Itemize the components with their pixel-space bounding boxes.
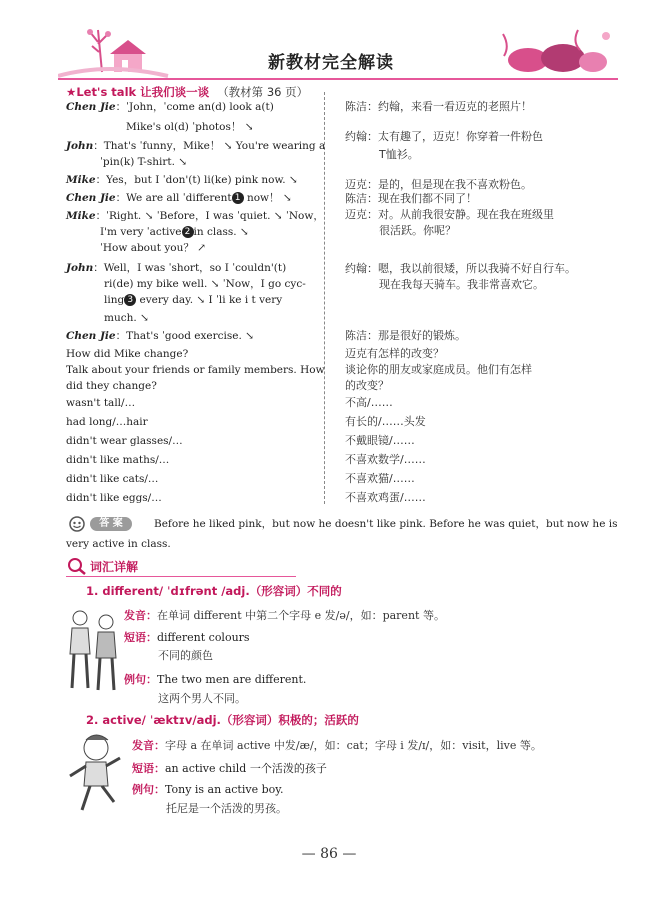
page-title: 新教材完全解读 — [268, 53, 394, 73]
translation-line: 约翰：太有趣了，迈克！你穿着一件粉色 — [345, 130, 543, 143]
answer-text: Before he liked pink，but now he doesn't like pink. Before he was quiet，but now he is — [154, 518, 618, 530]
header-rule — [58, 78, 618, 80]
two-men-illustration — [62, 604, 124, 694]
w2-example: 例句：Tony is an active boy. — [132, 783, 284, 796]
question-line: How did Mike change? — [66, 348, 189, 360]
answer-icon — [66, 516, 88, 532]
answer-label: 答 案 — [90, 517, 132, 531]
translation-line: 迈克有怎样的改变？ — [345, 347, 444, 360]
note-marker: 2 — [182, 226, 194, 238]
prompt-line: didn't like cats/… — [66, 473, 159, 485]
question-line: did they change? — [66, 380, 157, 392]
dialogue-line: ˈHow about you？ ↗ — [100, 242, 206, 254]
w2-example-zh: 托尼是一个活泼的男孩。 — [166, 802, 287, 815]
translation-line: 迈克：是的，但是现在我不喜欢粉色。 — [345, 178, 532, 191]
translation-line: 不喜欢猫/…… — [345, 472, 415, 485]
vocab-word-different: 1. different/ ˈdɪfrənt /adj.（形容词）不同的 — [86, 584, 342, 598]
translation-line: 的改变？ — [345, 379, 389, 392]
translation-line: 现在我每天骑车。我非常喜欢它。 — [379, 278, 544, 291]
translation-line: 不戴眼镜/…… — [345, 434, 415, 447]
translation-line: 迈克：对。从前我很安静。现在我在班级里 — [345, 208, 554, 221]
translation-line: 有长的/……头发 — [345, 415, 426, 428]
dialogue-line: Mike：Yes，but I ˈdon'(t) li(ke) pink now. ↘ — [66, 174, 298, 186]
w1-example-zh: 这两个男人不同。 — [158, 692, 246, 705]
dialogue-line: Chen Jie：We are all ˈdifferent 1 now！ ↘ — [66, 192, 292, 204]
dialogue-line: I'm very ˈactive 2 in class. ↘ — [100, 226, 249, 238]
vocab-word-active: 2. active/ ˈæktɪv/adj.（形容词）积极的；活跃的 — [86, 713, 359, 727]
w2-phrase: 短语：an active child 一个活泼的孩子 — [132, 762, 327, 775]
note-marker: 1 — [232, 192, 244, 204]
prompt-line: had long/…hair — [66, 416, 148, 428]
answer-text-cont: very active in class. — [66, 538, 171, 550]
dialogue-line: Chen Jie：ˈJohn，ˈcome an(d) look a(t) — [66, 101, 274, 113]
w1-pron: 发音：在单词 different 中第二个字母 e 发/ə/，如：parent 等。 — [124, 609, 445, 622]
translation-line: 谈论你的朋友或家庭成员。他们有怎样 — [345, 363, 532, 376]
active-boy-illustration — [62, 730, 128, 816]
dialogue-line: ri(de) my bike well. ↘ ˈNow，I go cyc- — [104, 278, 306, 290]
translation-line: 陈洁：现在我们都不同了！ — [345, 192, 477, 205]
w1-phrase-zh: 不同的颜色 — [158, 649, 213, 662]
w1-phrase: 短语：different colours — [124, 631, 250, 644]
section-heading — [66, 84, 308, 100]
page-number: — 86 — — [301, 846, 357, 862]
answer-badge — [66, 516, 136, 532]
dialogue-line: Mike's ol(d) ˈphotos！ ↘ — [126, 121, 254, 133]
section-title: Let's talk 让我们谈一谈 — [76, 85, 210, 99]
translation-line: 陈洁：那是很好的锻炼。 — [345, 329, 466, 342]
dialogue-line: John：That's ˈfunny，Mike！ ↘ You're wearing a — [66, 140, 326, 152]
prompt-line: didn't like eggs/… — [66, 492, 162, 504]
page-header — [58, 22, 618, 80]
question-line: Talk about your friends or family members. How — [66, 364, 325, 376]
dialogue-line: John：Well，I was ˈshort，so I ˈcouldn'(t) — [66, 262, 287, 274]
prompt-line: didn't wear glasses/… — [66, 435, 183, 447]
section-ref: （教材第 36 页） — [217, 85, 309, 99]
translation-line: 很活跃。你呢？ — [379, 224, 456, 237]
star-icon: ★ — [66, 85, 77, 99]
note-marker: 3 — [124, 294, 136, 306]
translation-line: 不喜欢数学/…… — [345, 453, 426, 466]
prompt-line: wasn't tall/… — [66, 397, 136, 409]
vocab-heading: 词汇详解 — [90, 560, 139, 574]
translation-line: 陈洁：约翰，来看一看迈克的老照片！ — [345, 100, 532, 113]
dialogue-line: ling 3 every day. ↘ I ˈli ke i t very — [104, 294, 283, 306]
column-divider — [324, 92, 325, 504]
w2-pron: 发音：字母 a 在单词 active 中发/æ/，如：cat；字母 i 发/ɪ/，如：visit，live 等。 — [132, 739, 542, 752]
translation-line: 约翰：嗯，我以前很矮，所以我骑不好自行车。 — [345, 262, 576, 275]
dialogue-line: ˈpin(k) T-shirt. ↘ — [100, 156, 188, 168]
dialogue-line: Chen Jie：That's ˈgood exercise. ↘ — [66, 330, 254, 342]
translation-line: 不高/…… — [345, 396, 393, 409]
translation-line: 不喜欢鸡蛋/…… — [345, 491, 426, 504]
magnifier-icon — [66, 557, 88, 575]
dialogue-line: much. ↘ — [104, 312, 149, 324]
dialogue-line: Mike：ˈRight. ↘ ˈBefore，I was ˈquiet. ↘ ˈNow， — [66, 210, 324, 222]
prompt-line: didn't like maths/… — [66, 454, 170, 466]
vocab-rule — [66, 576, 296, 577]
w1-example: 例句：The two men are different. — [124, 673, 307, 686]
translation-line: T恤衫。 — [379, 148, 419, 161]
